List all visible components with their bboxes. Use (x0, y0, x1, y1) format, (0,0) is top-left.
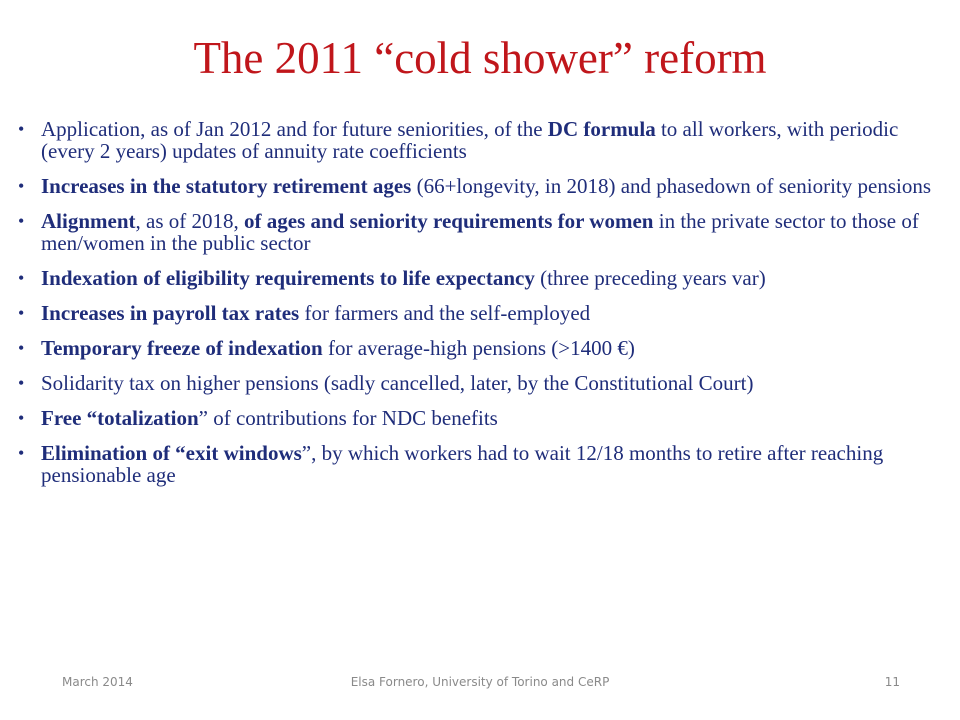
bullet-text: to all workers, with periodic (every 2 years) updates of annuity rate coefficients (41, 117, 899, 163)
bullet-item (18, 442, 953, 486)
bullet-dot-icon: • (18, 373, 25, 393)
bullet-text: for farmers and the self-employed (299, 301, 591, 325)
bullet-text-bold: DC formula (547, 117, 656, 141)
bullet-dot-icon: • (18, 176, 25, 196)
bullet-item (18, 302, 953, 324)
bullet-text: Solidarity tax on higher pensions (sadly cancelled, later, by the Constitutional Court) (41, 371, 754, 395)
bullet-text: for average-high pensions (>1400 €) (322, 336, 635, 360)
bullet-dot-icon: • (18, 268, 25, 288)
bullet-text-bold: Increases in payroll tax rates (41, 301, 300, 325)
bullet-list (18, 118, 953, 499)
footer-author: Elsa Fornero, University of Torino and CeRP (350, 675, 610, 689)
bullet-dot-icon: • (18, 408, 25, 428)
bullet-text-bold: Alignment (41, 209, 136, 233)
bullet-item (18, 267, 953, 289)
bullet-text-bold: Elimination of “exit windows (41, 441, 302, 465)
slide-title: The 2011 “cold shower” reform (193, 33, 767, 83)
bullet-dot-icon: • (18, 303, 25, 323)
bullet-item (18, 175, 953, 197)
bullet-dot-icon: • (18, 211, 25, 231)
bullet-text: Application, as of Jan 2012 and for future seniorities, of the (41, 117, 548, 141)
bullet-item (18, 118, 953, 162)
bullet-text-bold: Temporary freeze of indexation (41, 336, 323, 360)
bullet-text: , as of 2018, (135, 209, 244, 233)
bullet-text: ”, by which workers had to wait 12/18 months to retire after reaching pensionable age (41, 441, 884, 487)
bullet-text-bold: Free “totalization (41, 406, 199, 430)
bullet-item (18, 372, 953, 394)
bullet-text-bold: of ages and seniority requirements for women (244, 209, 654, 233)
bullet-text: (66+longevity, in 2018) and phasedown of seniority pensions (411, 174, 932, 198)
bullet-text: (three preceding years var) (534, 266, 766, 290)
bullet-dot-icon: • (18, 443, 25, 463)
bullet-dot-icon: • (18, 338, 25, 358)
bullet-dot-icon: • (18, 119, 25, 139)
bullet-text-bold: Increases in the statutory retirement ages (41, 174, 412, 198)
footer-page-number: 11 (884, 675, 900, 689)
bullet-text-bold: Indexation of eligibility requirements to life expectancy (41, 266, 535, 290)
bullet-item (18, 210, 953, 254)
bullet-text: in the private sector to those of men/women in the public sector (41, 209, 919, 255)
bullet-text: ” of contributions for NDC benefits (198, 406, 498, 430)
bullet-item (18, 407, 953, 429)
footer-date: March 2014 (62, 675, 133, 689)
bullet-item (18, 337, 953, 359)
